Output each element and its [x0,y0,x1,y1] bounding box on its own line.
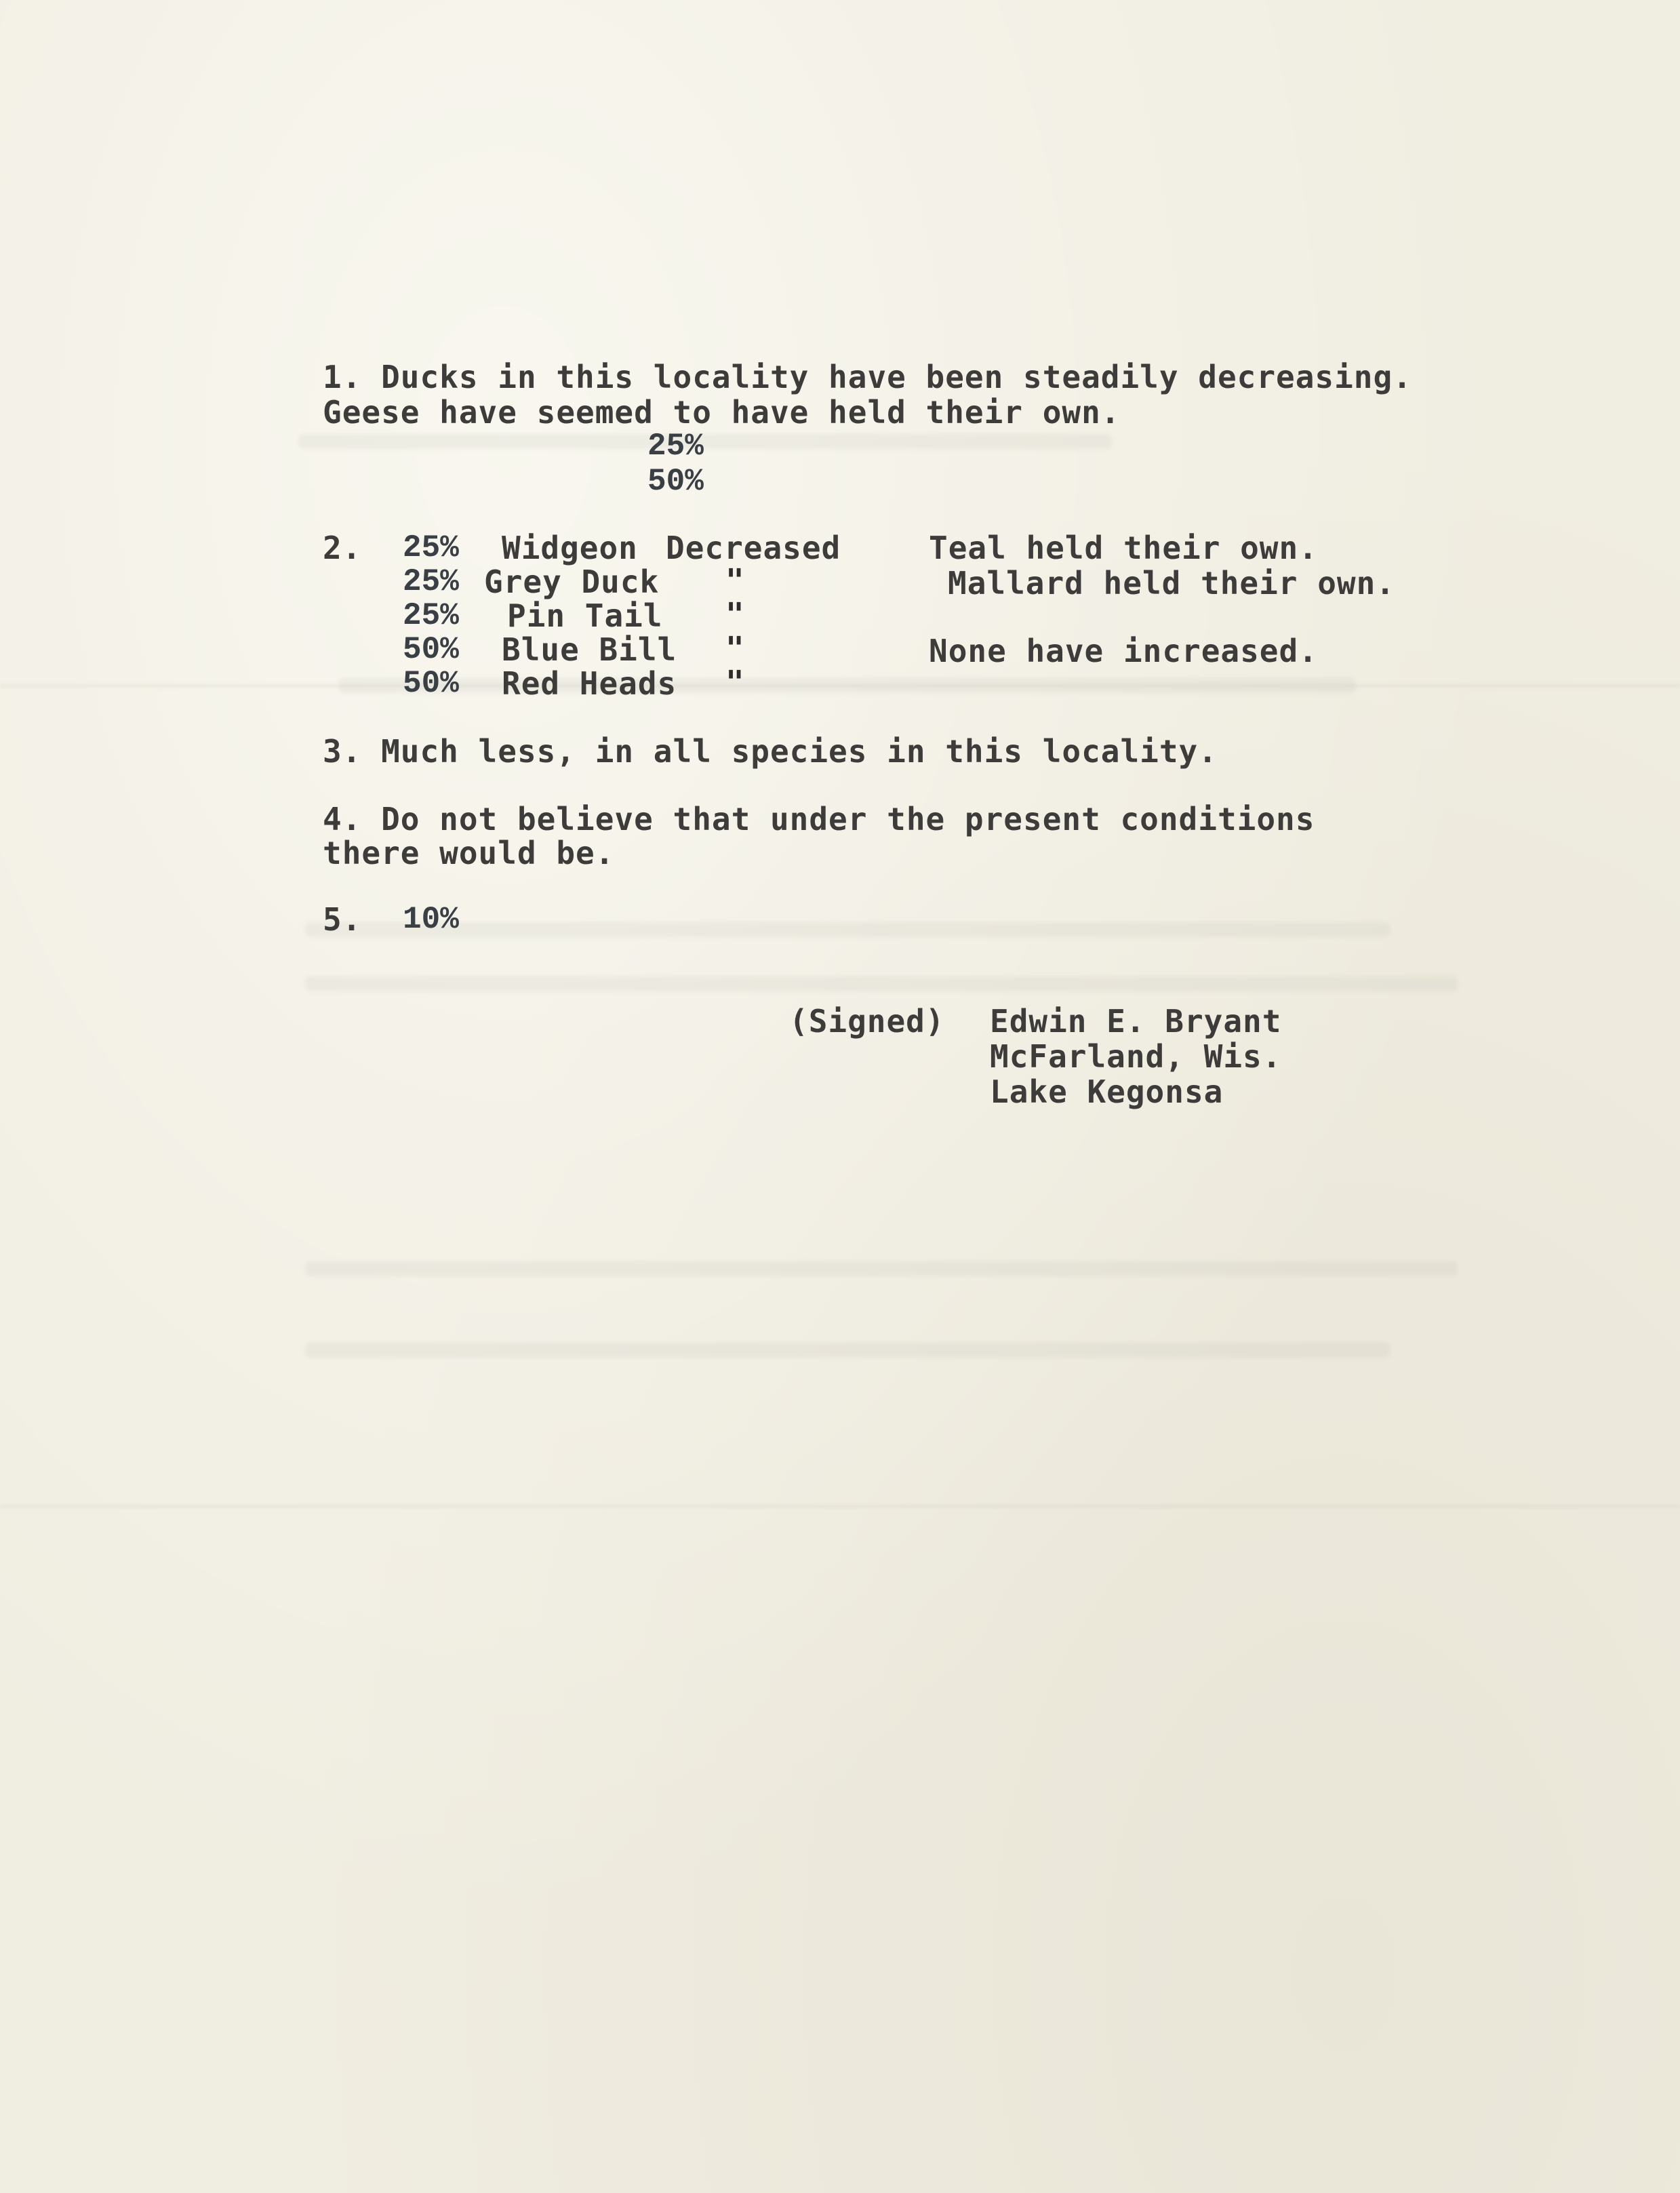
paper-fold [0,1505,1680,1507]
section-2-row-pct: 50% [403,632,459,667]
bleed-through-mark [305,1343,1390,1358]
section-2-row-species: Widgeon [502,530,638,566]
section-4-line-2: there would be. [323,835,615,871]
section-2-row-pct: 50% [403,666,459,701]
bleed-through-mark [298,434,1112,449]
section-3-text: 3. Much less, in all species in this locality. [323,733,1218,770]
bleed-through-mark [305,922,1390,937]
signature-place: McFarland, Wis. [990,1038,1282,1075]
signed-label: (Signed) [789,1003,945,1040]
section-2-row-status: " [725,630,744,667]
bleed-through-mark [305,1261,1458,1276]
section-1-percent-a: 25% [647,429,704,464]
paper-fold [0,685,1680,687]
section-5-percent: 10% [403,902,459,937]
section-2-row-status: " [725,664,744,700]
signature-name: Edwin E. Bryant [990,1003,1282,1040]
section-2-number: 2. [323,530,362,566]
section-2-row-pct: 25% [403,598,459,633]
section-2-note: None have increased. [929,633,1318,669]
section-2-row-species: Blue Bill [502,631,677,668]
section-4-line-1: 4. Do not believe that under the present conditions [323,801,1315,837]
signature-lake: Lake Kegonsa [990,1073,1224,1110]
section-5-number: 5. [323,901,362,938]
section-2-row-species: Grey Duck [484,564,660,600]
section-2-row-pct: 25% [403,564,459,599]
section-1-percent-b: 50% [647,464,704,499]
section-2-row-status: " [725,596,744,633]
section-2-note: Mallard held their own. [948,565,1395,601]
section-2-note: Teal held their own. [929,530,1318,566]
section-2-row-species: Red Heads [502,665,677,702]
section-2-row-status: Decreased [666,530,841,566]
section-1-line-2: Geese have seemed to have held their own. [323,394,1121,431]
section-2-row-status: " [725,562,744,599]
section-1-line-1: 1. Ducks in this locality have been steadily decreasing. [323,359,1412,395]
section-2-row-species: Pin Tail [507,597,663,634]
section-2-row-pct: 25% [403,530,459,566]
bleed-through-mark [305,976,1458,991]
